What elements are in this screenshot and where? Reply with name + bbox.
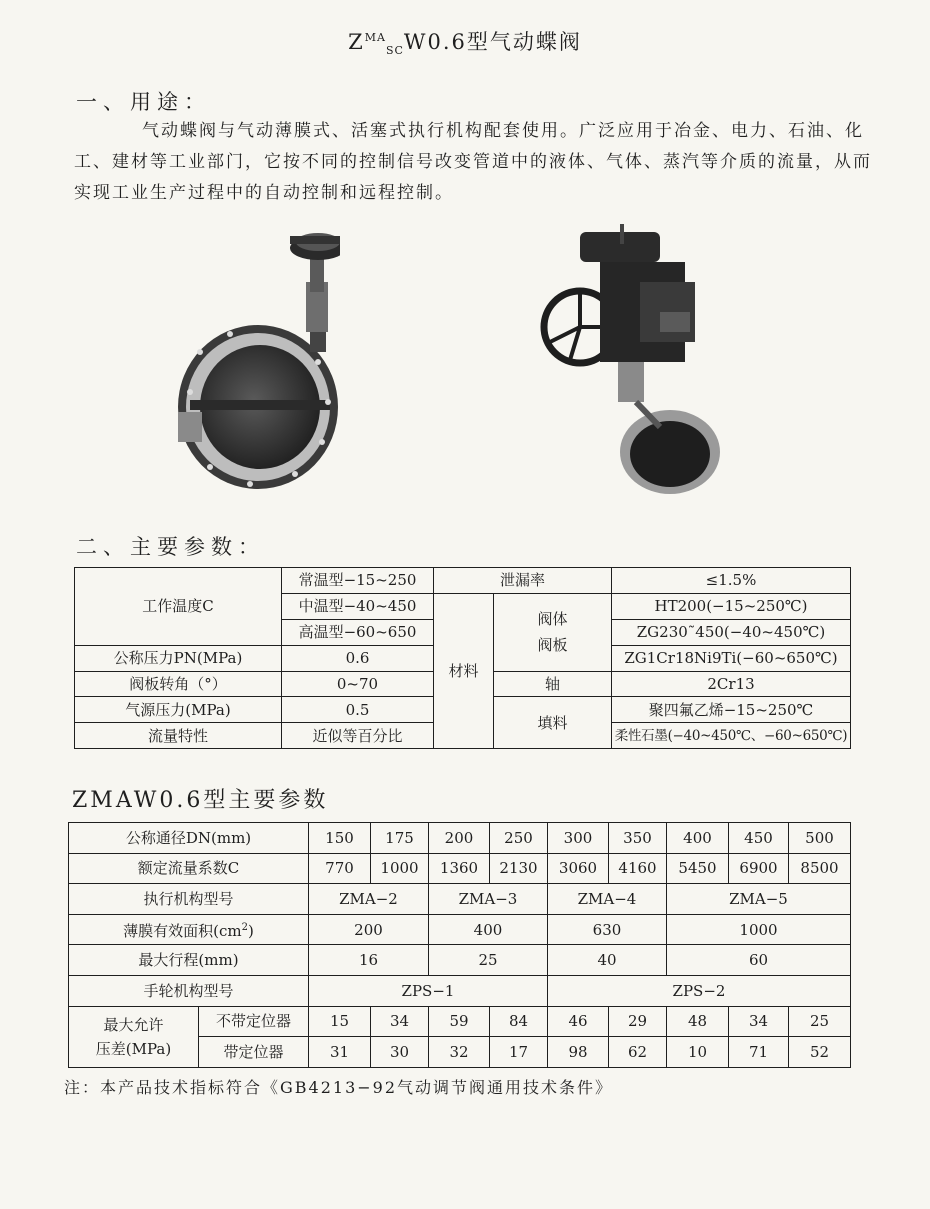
leak-label: 泄漏率	[434, 568, 612, 594]
dp-cell: 98	[548, 1037, 609, 1068]
dp-label-line2: 压差(MPa)	[95, 1039, 172, 1058]
stroke-cell: 60	[667, 945, 851, 976]
cv-cell: 1360	[429, 853, 490, 884]
material-label: 材料	[434, 593, 494, 748]
dn-cell: 175	[371, 823, 429, 854]
dp-cell: 25	[789, 1006, 851, 1037]
dp-cell: 30	[371, 1037, 429, 1068]
packing-1: 聚四氟乙烯−15~250℃	[612, 697, 851, 723]
stroke-cell: 40	[548, 945, 667, 976]
dp-cell: 48	[667, 1006, 729, 1037]
stroke-cell: 25	[429, 945, 548, 976]
dp-cell: 46	[548, 1006, 609, 1037]
table-row	[69, 884, 851, 915]
dn-cell: 200	[429, 823, 490, 854]
table-row	[69, 1006, 851, 1037]
area-cell: 630	[548, 914, 667, 945]
section-heading-usage: 一、用途：	[76, 90, 211, 114]
zmaw-heading: ZMAW0.6型主要参数	[72, 788, 329, 813]
title-superscript: MA	[364, 31, 386, 44]
stroke-label: 最大行程(mm)	[69, 945, 309, 976]
actuator-cell: ZMA−3	[429, 884, 548, 915]
actuator-cell: ZMA−5	[667, 884, 851, 915]
area-label-sup: 2	[241, 922, 248, 934]
air-label: 气源压力(MPa)	[75, 697, 282, 723]
dn-label: 公称通径DN(mm)	[69, 823, 309, 854]
dp-cell: 15	[309, 1006, 371, 1037]
handwheel-label: 手轮机构型号	[69, 975, 309, 1006]
page-title	[0, 26, 930, 57]
dp-cell: 31	[309, 1037, 371, 1068]
cv-cell: 8500	[789, 853, 851, 884]
dn-cell: 450	[729, 823, 789, 854]
section-heading-params: 二、主要参数：	[76, 535, 265, 559]
dp-cell: 52	[789, 1037, 851, 1068]
dn-cell: 350	[609, 823, 667, 854]
angle-value: 0~70	[282, 671, 434, 697]
shaft-value: 2Cr13	[612, 671, 851, 697]
dp-cell: 59	[429, 1006, 490, 1037]
dp-cell: 71	[729, 1037, 789, 1068]
cv-cell: 1000	[371, 853, 429, 884]
title-subscript: SC	[385, 44, 404, 58]
dp-label	[69, 1006, 199, 1067]
body-disc-label	[494, 593, 612, 671]
main-params-table	[74, 567, 851, 749]
body-label: 阀体	[537, 610, 568, 629]
temp-normal: 常温型−15~250	[282, 568, 434, 594]
stroke-cell: 16	[309, 945, 429, 976]
dn-cell: 500	[789, 823, 851, 854]
handwheel-cell: ZPS−1	[309, 975, 548, 1006]
working-temp-label: 工作温度C	[75, 568, 282, 646]
area-cell: 1000	[667, 914, 851, 945]
area-cell: 200	[309, 914, 429, 945]
flow-value: 近似等百分比	[282, 723, 434, 749]
handwheel-cell: ZPS−2	[548, 975, 851, 1006]
dp-cell: 29	[609, 1006, 667, 1037]
packing-2: 柔性石墨(−40~450℃、−60~650℃)	[612, 723, 851, 749]
pressure-value: 0.6	[282, 645, 434, 671]
dp-cell: 34	[371, 1006, 429, 1037]
dp-cell: 34	[729, 1006, 789, 1037]
body-material-1: HT200(−15~250℃)	[612, 593, 851, 619]
actuator-cell: ZMA−4	[548, 884, 667, 915]
table-row	[69, 975, 851, 1006]
area-label	[69, 914, 309, 945]
usage-paragraph: 气动蝶阀与气动薄膜式、活塞式执行机构配套使用。广泛应用于冶金、电力、石油、化工、建材等工业部门，它按不同的控制信号改变管道中的液体、气体、蒸汽等介质的流量，从而实现工业生产过程中的自动控制和远程控制。	[74, 121, 872, 203]
with-positioner-label: 带定位器	[199, 1037, 309, 1068]
no-positioner-label: 不带定位器	[199, 1006, 309, 1037]
dp-cell: 17	[490, 1037, 548, 1068]
dn-cell: 250	[490, 823, 548, 854]
area-cell: 400	[429, 914, 548, 945]
cv-cell: 770	[309, 853, 371, 884]
footnote: 注：本产品技术指标符合《GB4213−92气动调节阀通用技术条件》	[64, 1078, 614, 1097]
actuator-label: 执行机构型号	[69, 884, 309, 915]
shaft-label: 轴	[494, 671, 612, 697]
actuator-cell: ZMA−2	[309, 884, 429, 915]
dp-cell: 32	[429, 1037, 490, 1068]
table-row	[69, 945, 851, 976]
title-rest: W0.6型气动蝶阀	[403, 30, 582, 54]
pressure-label: 公称压力PN(MPa)	[75, 645, 282, 671]
table-row	[69, 823, 851, 854]
table-row	[75, 568, 851, 594]
cv-cell: 3060	[548, 853, 609, 884]
dp-label-line1: 最大允许	[103, 1015, 164, 1034]
air-value: 0.5	[282, 697, 434, 723]
dp-cell: 84	[490, 1006, 548, 1037]
title-z: Z	[348, 30, 365, 54]
temp-mid: 中温型−40~450	[282, 593, 434, 619]
cv-cell: 4160	[609, 853, 667, 884]
cv-cell: 2130	[490, 853, 548, 884]
table-row	[69, 853, 851, 884]
flow-label: 流量特性	[75, 723, 282, 749]
cv-label: 额定流量系数C	[69, 853, 309, 884]
dn-cell: 150	[309, 823, 371, 854]
area-label-text: 薄膜有效面积(cm	[123, 922, 242, 941]
dp-cell: 10	[667, 1037, 729, 1068]
body-material-2: ZG230˜450(−40~450℃)	[612, 619, 851, 645]
zmaw-params-table	[68, 822, 851, 1068]
dn-cell: 400	[667, 823, 729, 854]
disc-label: 阀板	[537, 636, 568, 655]
valve-photo-right	[540, 222, 725, 497]
packing-label: 填料	[494, 697, 612, 749]
valve-photo-left	[170, 222, 340, 492]
body-material-3: ZG1Cr18Ni9Ti(−60~650℃)	[612, 645, 851, 671]
cv-cell: 6900	[729, 853, 789, 884]
angle-label: 阀板转角（°）	[75, 671, 282, 697]
table-row	[69, 914, 851, 945]
leak-value: ≤1.5%	[612, 568, 851, 594]
cv-cell: 5450	[667, 853, 729, 884]
dp-cell: 62	[609, 1037, 667, 1068]
area-label-close: )	[248, 922, 254, 941]
temp-high: 高温型−60~650	[282, 619, 434, 645]
dn-cell: 300	[548, 823, 609, 854]
